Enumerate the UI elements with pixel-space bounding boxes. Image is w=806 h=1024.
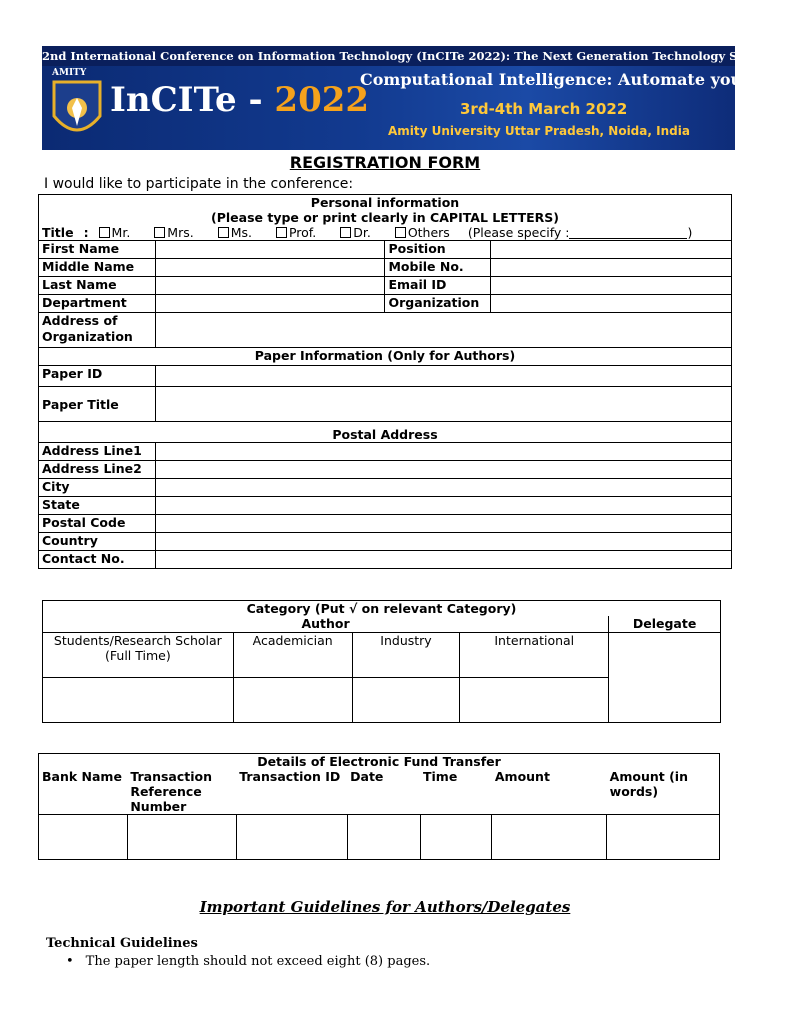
checkbox-icon[interactable] xyxy=(395,227,406,238)
address-line1-field[interactable] xyxy=(155,443,731,461)
banner-top-line: 2nd International Conference on Information Technology (InCITe 2022): The Next Generation Technology Summit xyxy=(42,46,735,66)
guideline-bullet xyxy=(66,954,430,969)
address-org-label: Address of Organization xyxy=(39,313,156,348)
contact-no-field[interactable] xyxy=(155,551,731,569)
address-line2-field[interactable] xyxy=(155,461,731,479)
title-option-ms[interactable]: Ms. xyxy=(218,225,262,240)
state-field[interactable] xyxy=(155,497,731,515)
technical-guidelines-title: Technical Guidelines xyxy=(46,936,198,951)
country-field[interactable] xyxy=(155,533,731,551)
checkbox-icon[interactable] xyxy=(154,227,165,238)
transaction-id-field[interactable] xyxy=(236,815,347,860)
eft-col-date: Date xyxy=(350,769,384,784)
time-field[interactable] xyxy=(420,815,492,860)
title-option-prof[interactable]: Prof. xyxy=(276,225,326,240)
author-heading: Author xyxy=(43,616,609,633)
postal-code-label: Postal Code xyxy=(39,515,156,533)
first-name-field[interactable] xyxy=(155,241,385,259)
mobile-field[interactable] xyxy=(491,259,732,277)
conference-tagline: Computational Intelligence: Automate your world xyxy=(360,70,806,89)
conference-name xyxy=(110,80,369,120)
category-industry: Industry xyxy=(352,633,460,678)
email-label: Email ID xyxy=(385,277,491,295)
paper-title-field[interactable] xyxy=(155,387,731,422)
title-option-others[interactable]: Others xyxy=(395,225,460,240)
logo-text: AMITY xyxy=(52,68,87,78)
category-students: Students/Research Scholar (Full Time) xyxy=(43,633,234,678)
first-name-label: First Name xyxy=(39,241,156,259)
postal-code-field[interactable] xyxy=(155,515,731,533)
form-title: REGISTRATION FORM xyxy=(289,153,481,172)
students-check-cell[interactable] xyxy=(43,678,234,723)
intro-text: I would like to participate in the conference: xyxy=(44,176,354,192)
checkbox-icon[interactable] xyxy=(340,227,351,238)
last-name-label: Last Name xyxy=(39,277,156,295)
address-org-field[interactable] xyxy=(155,313,731,348)
paper-info-heading: Paper Information (Only for Authors) xyxy=(39,348,732,366)
country-label: Country xyxy=(39,533,156,551)
conference-prefix: InCITe - xyxy=(110,80,275,120)
international-check-cell[interactable] xyxy=(460,678,609,723)
eft-col-transaction-id: Transaction ID xyxy=(239,769,341,784)
conference-banner xyxy=(42,46,806,150)
date-field[interactable] xyxy=(347,815,420,860)
title-option-mrs[interactable]: Mrs. xyxy=(154,225,203,240)
bank-name-field[interactable] xyxy=(39,815,128,860)
paper-id-field[interactable] xyxy=(155,366,731,387)
category-academician: Academician xyxy=(233,633,352,678)
eft-col-bank-name: Bank Name xyxy=(39,769,128,815)
last-name-field[interactable] xyxy=(155,277,385,295)
title-option-dr[interactable]: Dr. xyxy=(340,225,381,240)
middle-name-label: Middle Name xyxy=(39,259,156,277)
position-field[interactable] xyxy=(491,241,732,259)
city-label: City xyxy=(39,479,156,497)
eft-col-amount-words: Amount (in words) xyxy=(607,769,720,815)
checkbox-icon[interactable] xyxy=(276,227,287,238)
eft-col-time: Time xyxy=(423,769,458,784)
state-label: State xyxy=(39,497,156,515)
eft-heading: Details of Electronic Fund Transfer xyxy=(39,754,720,770)
transaction-ref-field[interactable] xyxy=(127,815,236,860)
eft-table xyxy=(38,753,720,860)
guidelines-title: Important Guidelines for Authors/Delegates xyxy=(199,898,571,916)
personal-heading: Personal information xyxy=(310,195,460,210)
paper-title-label: Paper Title xyxy=(39,387,156,422)
checkbox-icon[interactable] xyxy=(99,227,110,238)
title-row: Title : Mr. Mrs. Ms. Prof. Dr. Others (Please specify : ) xyxy=(39,225,732,241)
eft-col-amount: Amount xyxy=(494,769,550,784)
delegate-check-cell[interactable] xyxy=(609,633,721,723)
personal-subheading: (Please type or print clearly in CAPITAL LETTERS) xyxy=(211,210,559,225)
amount-words-field[interactable] xyxy=(607,815,720,860)
amity-logo-icon xyxy=(50,68,104,146)
academician-check-cell[interactable] xyxy=(233,678,352,723)
category-table xyxy=(42,600,721,723)
guideline-text: The paper length should not exceed eight (8) pages. xyxy=(85,954,431,969)
mobile-label: Mobile No. xyxy=(385,259,491,277)
personal-info-table xyxy=(38,194,732,569)
middle-name-field[interactable] xyxy=(155,259,385,277)
bullet-icon: • xyxy=(66,954,74,969)
specify-label: (Please specify : xyxy=(467,225,570,240)
category-international: International xyxy=(460,633,609,678)
title-label: Title xyxy=(42,225,74,240)
email-field[interactable] xyxy=(491,277,732,295)
organization-label: Organization xyxy=(385,295,491,313)
category-heading: Category (Put √ on relevant Category) xyxy=(43,601,721,617)
city-field[interactable] xyxy=(155,479,731,497)
industry-check-cell[interactable] xyxy=(352,678,460,723)
conference-year: 2022 xyxy=(274,80,370,120)
department-field[interactable] xyxy=(155,295,385,313)
conference-dates: 3rd-4th March 2022 xyxy=(460,100,628,118)
specify-field[interactable] xyxy=(569,226,687,239)
postal-address-heading: Postal Address xyxy=(39,422,732,443)
delegate-heading: Delegate xyxy=(609,616,721,633)
title-option-mr[interactable]: Mr. xyxy=(99,225,141,240)
eft-col-transaction-ref: Transaction Reference Number xyxy=(130,769,213,814)
address-line1-label: Address Line1 xyxy=(39,443,156,461)
paper-id-label: Paper ID xyxy=(39,366,156,387)
position-label: Position xyxy=(385,241,491,259)
department-label: Department xyxy=(39,295,156,313)
amount-field[interactable] xyxy=(492,815,607,860)
address-line2-label: Address Line2 xyxy=(39,461,156,479)
checkbox-icon[interactable] xyxy=(218,227,229,238)
conference-venue: Amity University Uttar Pradesh, Noida, India xyxy=(388,124,690,138)
contact-no-label: Contact No. xyxy=(39,551,156,569)
organization-field[interactable] xyxy=(491,295,732,313)
